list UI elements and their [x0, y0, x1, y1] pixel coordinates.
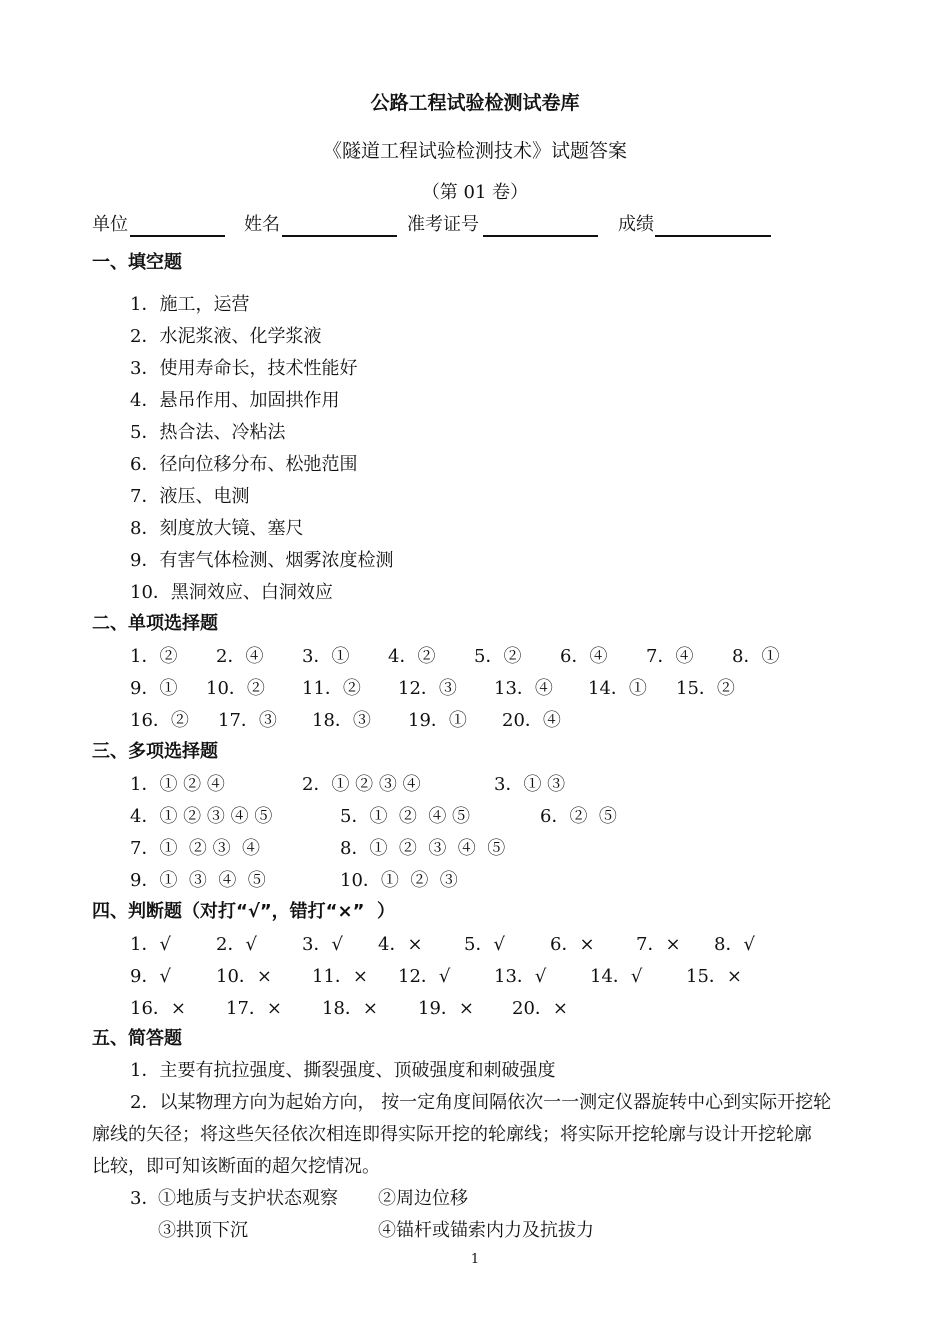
page-number: 1 [470, 1252, 480, 1267]
answer-item: 10．① ② ③ [340, 870, 458, 891]
list-item: 2．水泥浆液、化学浆液 [130, 326, 322, 347]
answer-item: 5．② [474, 646, 522, 667]
name-label: 姓名 [244, 214, 280, 235]
answer-item: 9．① ③ ④ ⑤ [130, 870, 266, 891]
short-answer-3-item: ④锚杆或锚索内力及抗拔力 [378, 1220, 594, 1241]
list-item: 5．热合法、冷粘法 [130, 422, 286, 443]
exam-no-field[interactable] [483, 235, 598, 237]
answer-item: 3．① [302, 646, 350, 667]
answer-item: 3．√ [302, 934, 343, 955]
answer-item: 19．① [408, 710, 467, 731]
answer-item: 18．③ [312, 710, 371, 731]
answer-item: 4．× [378, 934, 423, 955]
answer-item: 14．√ [590, 966, 643, 987]
answer-item: 20．④ [502, 710, 561, 731]
answer-item: 1．① ② ④ [130, 774, 225, 795]
answer-item: 6．④ [560, 646, 608, 667]
section-single-choice-title: 二、单项选择题 [92, 613, 218, 634]
short-answer-3-item: ①地质与支护状态观察 [158, 1188, 338, 1209]
section-multi-choice-title: 三、多项选择题 [92, 741, 218, 762]
answer-item: 11．② [302, 678, 361, 699]
answer-item: 1．√ [130, 934, 171, 955]
name-field[interactable] [282, 235, 397, 237]
short-answer-3-item: ②周边位移 [378, 1188, 468, 1209]
list-item: 4．悬吊作用、加固拱作用 [130, 390, 340, 411]
answer-item: 11．× [312, 966, 368, 987]
answer-item: 2．① ② ③ ④ [302, 774, 421, 795]
answer-item: 7．① ② ③ ④ [130, 838, 261, 859]
answer-item: 15．× [686, 966, 742, 987]
answer-item: 8．① [732, 646, 780, 667]
page-subtitle: 《隧道工程试验检测技术》试题答案 [322, 140, 627, 162]
score-field[interactable] [655, 235, 771, 237]
answer-item: 5．① ② ④ ⑤ [340, 806, 471, 827]
unit-field[interactable] [130, 235, 225, 237]
short-answer-2-line: 廓线的矢径；将这些矢径依次相连即得实际开挖的轮廓线；将实际开挖轮廓与设计开挖轮廓 [92, 1124, 812, 1145]
answer-item: 19．× [418, 998, 474, 1019]
short-answer-3-number: 3． [130, 1188, 160, 1209]
answer-item: 1．② [130, 646, 178, 667]
answer-item: 16．② [130, 710, 189, 731]
answer-item: 18．× [322, 998, 378, 1019]
answer-item: 5．√ [464, 934, 505, 955]
answer-item: 14．① [588, 678, 647, 699]
answer-item: 13．√ [494, 966, 547, 987]
answer-item: 3．① ③ [494, 774, 566, 795]
answer-item: 9．√ [130, 966, 171, 987]
short-answer-2-line: 2．以某物理方向为起始方向， 按一定角度间隔依次一一测定仪器旋转中心到实际开挖轮 [130, 1092, 832, 1113]
unit-label: 单位 [92, 214, 128, 235]
list-item: 7．液压、电测 [130, 486, 250, 507]
answer-item: 2．④ [216, 646, 264, 667]
list-item: 1．施工，运营 [130, 294, 250, 315]
answer-item: 10．× [216, 966, 272, 987]
answer-item: 6．× [550, 934, 595, 955]
score-label: 成绩 [618, 214, 654, 235]
answer-item: 17．× [226, 998, 282, 1019]
exam-no-label: 准考证号 [407, 214, 479, 235]
answer-item: 8．① ② ③ ④ ⑤ [340, 838, 506, 859]
answer-item: 8．√ [714, 934, 755, 955]
answer-item: 4．② [388, 646, 436, 667]
answer-item: 6．② ⑤ [540, 806, 617, 827]
answer-item: 12．③ [398, 678, 457, 699]
answer-item: 12．√ [398, 966, 451, 987]
volume-label: （第 01 卷） [421, 182, 529, 203]
answer-item: 13．④ [494, 678, 553, 699]
section-fill-blank-title: 一、填空题 [92, 252, 182, 273]
section-true-false-title: 四、判断题（对打“√”，错打“×” ） [92, 901, 395, 922]
list-item: 8．刻度放大镜、塞尺 [130, 518, 304, 539]
answer-item: 7．× [636, 934, 681, 955]
answer-item: 20．× [512, 998, 568, 1019]
list-item: 6．径向位移分布、松弛范围 [130, 454, 358, 475]
short-answer-1: 1．主要有抗拉强度、撕裂强度、顶破强度和刺破强度 [130, 1060, 556, 1081]
page-title: 公路工程试验检测试卷库 [370, 92, 580, 114]
short-answer-2-line: 比较，即可知该断面的超欠挖情况。 [92, 1156, 380, 1177]
answer-item: 7．④ [646, 646, 694, 667]
answer-item: 2．√ [216, 934, 257, 955]
answer-item: 4．① ② ③ ④ ⑤ [130, 806, 273, 827]
short-answer-3-item: ③拱顶下沉 [158, 1220, 248, 1241]
answer-item: 17．③ [218, 710, 277, 731]
answer-item: 15．② [676, 678, 735, 699]
list-item: 3．使用寿命长，技术性能好 [130, 358, 358, 379]
answer-item: 10．② [206, 678, 265, 699]
list-item: 9．有害气体检测、烟雾浓度检测 [130, 550, 394, 571]
list-item: 10．黑洞效应、白洞效应 [130, 582, 333, 603]
section-short-answer-title: 五、简答题 [92, 1028, 182, 1049]
answer-item: 9．① [130, 678, 178, 699]
answer-item: 16．× [130, 998, 186, 1019]
